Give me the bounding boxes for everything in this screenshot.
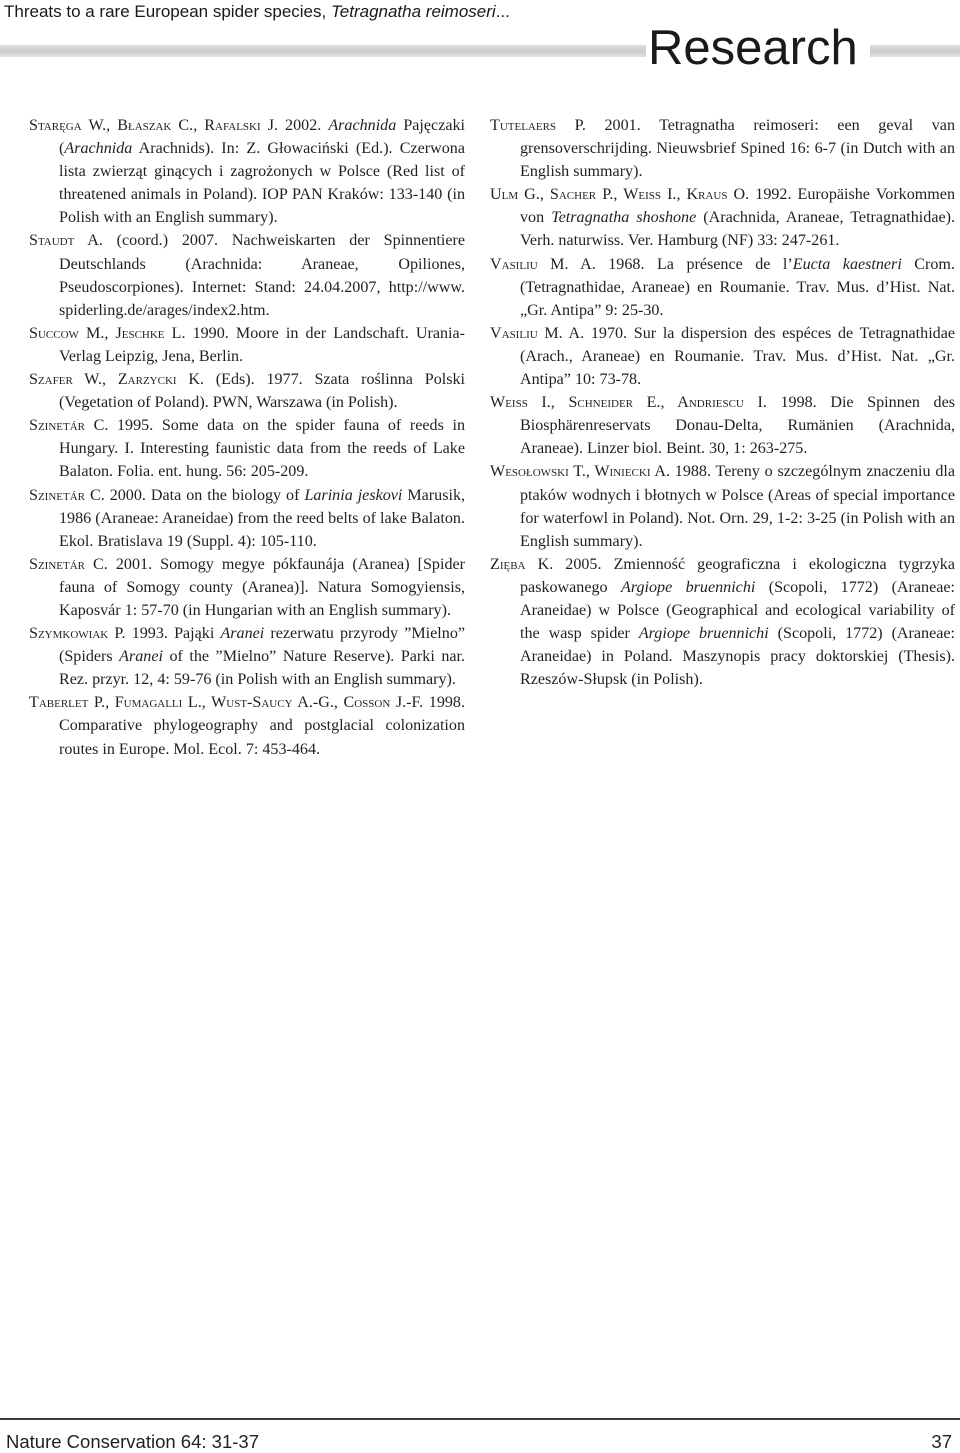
reference-text: 1970. Sur la dispersion des espéces de Tetragnathidae (Arach., Araneae) en Roumanie. Trav. Mus. d’Hist. Nat. „Gr. Antipa” 10: 73-78. xyxy=(520,324,955,389)
reference-authors: Vasiliu M. A. xyxy=(490,255,596,273)
reference-text: 1988. Tereny o szczególnym znaczeniu dla ptaków wodnych i błotnych w Polsce (Areas of special importance for waterfowl in Poland). Not. Orn. 29, 1-2: 3-25 (in Polish with an English summary). xyxy=(520,463,955,550)
reference-italic-text: Eucta kaestneri xyxy=(792,255,902,273)
reference-entry xyxy=(29,322,465,368)
reference-entry xyxy=(490,253,955,322)
reference-italic-text: Argiope bruennichi xyxy=(638,625,769,643)
reference-text: (coord.) 2007. Nachweiskarten der Spinnentiere Deutschlands (Arachnida: Araneae, Opiliones, Pseudoscorpiones). Internet: Stand: 24.04.2007, http://www. spiderling.de/arages/index2.htm. xyxy=(59,232,465,319)
reference-authors: Zięba K. xyxy=(490,555,554,573)
reference-entry xyxy=(29,691,465,760)
reference-entry xyxy=(29,114,465,229)
page-footer xyxy=(0,1418,960,1452)
reference-text: rezerwatu przyrody ”Mielno” (Spiders xyxy=(59,625,466,666)
reference-text: Marusik, 1986 (Araneae: Araneidae) from the reed belts of lake Balaton. Ekol. Bratislava 19 (Suppl. 4): 105-110. xyxy=(59,486,466,550)
reference-italic-text: Arachnida xyxy=(64,140,133,158)
section-band-right xyxy=(870,45,960,57)
reference-entry xyxy=(490,460,955,552)
running-title-prefix: Threats to a rare European spider species, xyxy=(4,2,331,21)
reference-authors: Staudt A. xyxy=(29,232,103,250)
section-band-left xyxy=(0,45,646,57)
reference-text: of the ”Mielno” Nature Reserve). Parki nar. Rez. przyr. 12, 4: 59-76 (in Polish with an English summary). xyxy=(59,648,465,689)
reference-authors: Szafer W., Zarzycki K. xyxy=(29,371,204,389)
reference-text: 2000. Data on the biology of xyxy=(104,486,305,504)
reference-authors: Staręga W., Błaszak C., Rafalski J. xyxy=(29,117,278,134)
reference-text: (Eds). 1977. Szata roślinna Polski (Vegetation of Poland). PWN, Warszawa (in Polish). xyxy=(59,371,465,412)
footer-rule xyxy=(0,1418,960,1420)
reference-entry xyxy=(490,391,955,460)
reference-authors: Succow M., Jeschke L. xyxy=(29,324,186,342)
reference-text: Crom. (Tetragnathidae, Araneae) en Roumanie. Trav. Mus. d’Hist. Nat. „Gr. Antipa” 9: 25-30. xyxy=(520,255,955,319)
reference-text: 1998. Comparative phylogeography and postglacial colonization routes in Europe. Mol. Ecol. 7: 453-464. xyxy=(59,694,465,758)
reference-text: 2005. Zmienność geograficzna i ekologiczna tygrzyka paskowanego xyxy=(520,555,955,596)
reference-text: (Scopoli, 1772) (Araneae: Araneidae) w Polsce (Geographical and ecological variability of the wasp spider xyxy=(520,578,956,643)
page-number: 37 xyxy=(931,1431,952,1452)
reference-authors: Vasiliu M. A. xyxy=(490,324,585,342)
section-label: Research xyxy=(648,21,858,75)
reference-italic-text: Larinia jeskovi xyxy=(304,486,403,504)
reference-entry xyxy=(490,553,955,692)
reference-authors: Ulm G., Sacher P., Weiss I., Kraus O. xyxy=(490,186,750,204)
reference-text: (Scopoli, 1772) (Araneae: Araneidae) in Poland. Maszynopis pracy doktorskiej (Thesis). Rzeszów-Słupsk (in Polish). xyxy=(520,625,955,689)
running-title-species: Tetragnatha reimoseri xyxy=(330,2,496,21)
reference-italic-text: Argiope bruennichi xyxy=(620,578,756,596)
reference-entry xyxy=(29,414,465,483)
references-right-column xyxy=(490,114,955,691)
reference-text: 1992. Europäishe Vorkommen von xyxy=(520,186,955,227)
section-header xyxy=(0,18,960,76)
reference-authors: Szymkowiak P. xyxy=(29,625,126,643)
reference-authors: Szinetár C. xyxy=(29,486,105,504)
reference-text: Arachnids). In: Z. Głowaciński (Ed.). Czerwona lista zwierząt ginących i zagrożonych w Polsce (Red list of threatened animals in Poland). IOP PAN Kraków: 133-140 (in Polish with an English summary). xyxy=(59,140,465,227)
references-left-column xyxy=(29,114,465,761)
reference-authors: Wesołowski T., Winiecki A. xyxy=(490,463,671,481)
reference-entry xyxy=(29,229,465,321)
reference-text: 2002. xyxy=(278,117,329,134)
reference-entry xyxy=(490,183,955,252)
reference-authors: Szinetár C. xyxy=(29,417,109,435)
journal-info: Nature Conservation 64: 31-37 xyxy=(6,1431,259,1452)
reference-italic-text: Arachnida xyxy=(328,117,397,134)
reference-entry xyxy=(29,553,465,622)
running-title-suffix: ... xyxy=(495,2,510,21)
reference-text: 1990. Moore in der Landschaft. Urania-Verlag Leipzig, Jena, Berlin. xyxy=(59,324,465,365)
reference-italic-text: Tetragnatha shoshone xyxy=(551,209,697,227)
reference-entry xyxy=(29,368,465,414)
reference-text: 1998. Die Spinnen des Biosphärenreservats Donau-Delta, Rumänien (Arachnida, Araneae). Linzer biol. Beint. 30, 1: 263-275. xyxy=(520,394,956,458)
reference-text: 1993. Pająki xyxy=(125,625,221,643)
reference-text: 1968. La présence de l’ xyxy=(595,255,793,273)
reference-entry xyxy=(490,322,955,391)
reference-entry xyxy=(29,622,465,691)
reference-authors: Tutelaers P. xyxy=(490,117,586,134)
reference-text: (Arachnida, Araneae, Tetragnathidae). Verh. naturwiss. Ver. Hamburg (NF) 33: 247-261. xyxy=(520,209,955,250)
reference-authors: Szinetár C. xyxy=(29,555,108,573)
reference-text: Pajęczaki ( xyxy=(59,117,465,158)
reference-authors: Taberlet P., Fumagalli L., Wust-Saucy A.-G., Cosson J.-F. xyxy=(29,694,424,712)
reference-authors: Weiss I., Schneider E., Andriescu I. xyxy=(490,394,767,412)
reference-text: 2001. Tetragnatha reimoseri: een geval van grensoverschrijding. Nieuwsbrief Spined 16: 6-7 (in Dutch with an English summary). xyxy=(520,117,955,181)
reference-italic-text: Aranei xyxy=(119,648,163,666)
reference-entry xyxy=(29,484,465,553)
reference-entry xyxy=(490,114,955,183)
reference-text: 1995. Some data on the spider fauna of reeds in Hungary. I. Interesting faunistic data from the reeds of Lake Balaton. Folia. ent. hung. 56: 205-209. xyxy=(59,417,465,481)
reference-text: 2001. Somogy megye pókfaunája (Aranea) [Spider fauna of Somogy county (Aranea)]. Natura Somogyiensis, Kaposvár 1: 57-70 (in Hungarian with an English summary). xyxy=(59,555,465,619)
reference-italic-text: Aranei xyxy=(220,625,265,643)
